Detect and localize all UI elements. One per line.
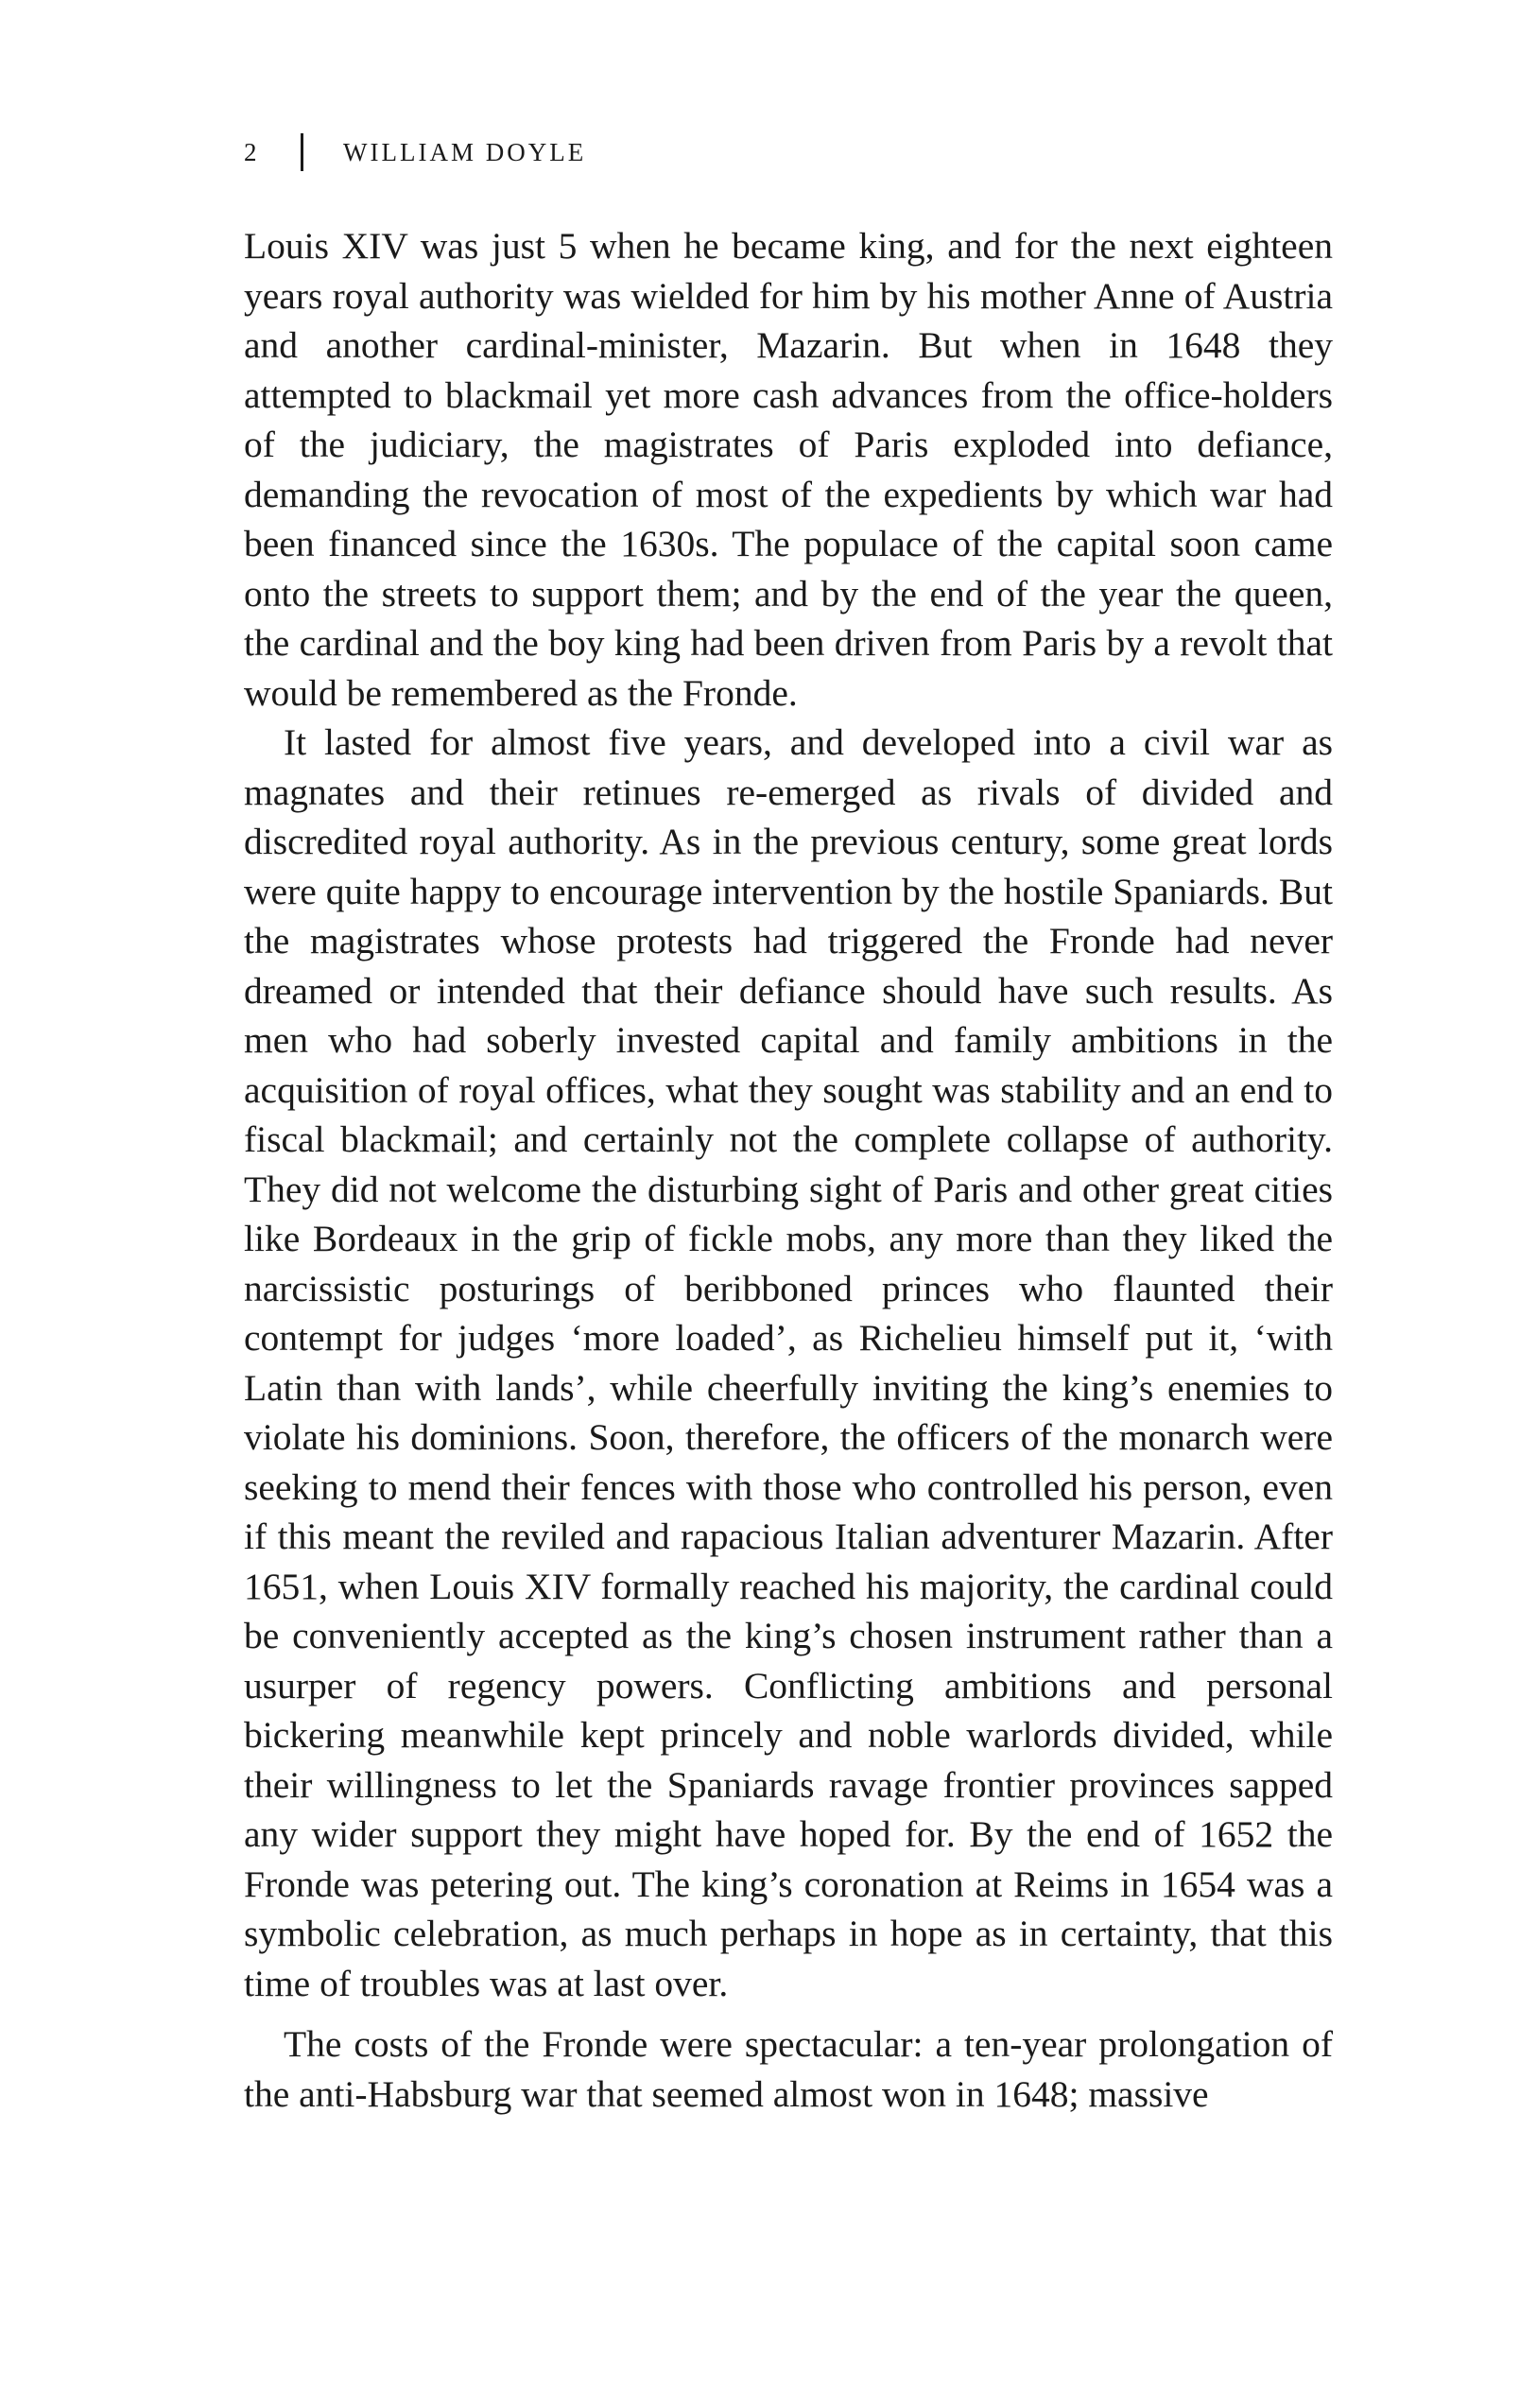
page-number: 2 — [244, 137, 259, 166]
running-head-author: WILLIAM DOYLE — [343, 137, 587, 166]
paragraph-3: The costs of the Fronde were spectacular: a ten-year prolongation of the anti-Habsburg war that seemed almost won in 1648; massive — [244, 2023, 1333, 2115]
paragraph-2: It lasted for almost five years, and developed into a civil war as magnates and their retinues re-emerged as rivals of divided and discredited royal authority. As in the previous century, some great lords were quite happy to encourage intervention by the hostile Spaniards. But the magistrates whose protests had triggered the Fronde had never dreamed or intended that their defiance should have such results. As men who had soberly invested capital and family ambitions in the acquisition of royal offices, what they sought was stability and an end to fiscal blackmail; and certainly not the complete collapse of authority. They did not welcome the disturbing sight of Paris and other great cities like Bordeaux in the grip of fickle mobs, any more than they liked the narcissistic posturings of beribboned princes who flaunted their contempt for judges ‘more loaded’, as Richelieu himself put it, ‘with Latin than with lands’, while cheerfully inviting the king’s enemies to violate his dominions. Soon, therefore, the officers of the monarch were seeking to mend their fences with those who controlled his person, even if this meant the reviled and rapacious Italian adventurer Mazarin. After 1651, when Louis XIV formally reached his majority, the cardinal could be conveniently accepted as the king’s chosen instrument rather than a usurper of regency powers. Conflicting ambitions and personal bickering meanwhile kept princely and noble warlords divided, while their willingness to let the Spaniards ravage frontier provinces sapped any wider support they might have hoped for. By the end of 1652 the Fronde was petering out. The king’s coronation at Reims in 1654 was a symbolic celebration, as much perhaps in hope as in certainty, that this time of troubles was at last over. — [244, 721, 1333, 2004]
header-divider — [301, 133, 303, 171]
body-text — [244, 221, 1333, 2119]
running-head — [244, 133, 586, 171]
paragraph-1: Louis XIV was just 5 when he became king, and for the next eighteen years royal authority was wielded for him by his mother Anne of Austria and another cardinal-minister, Mazarin. But when in 1648 they attempted to blackmail yet more cash advances from the office-holders of the judiciary, the magistrates of Paris exploded into defiance, demanding the revocation of most of the expedients by which war had been financed since the 1630s. The populace of the capital soon came onto the streets to support them; and by the end of the year the queen, the cardinal and the boy king had been driven from Paris by a revolt that would be remembered as the Fronde. — [244, 225, 1333, 714]
